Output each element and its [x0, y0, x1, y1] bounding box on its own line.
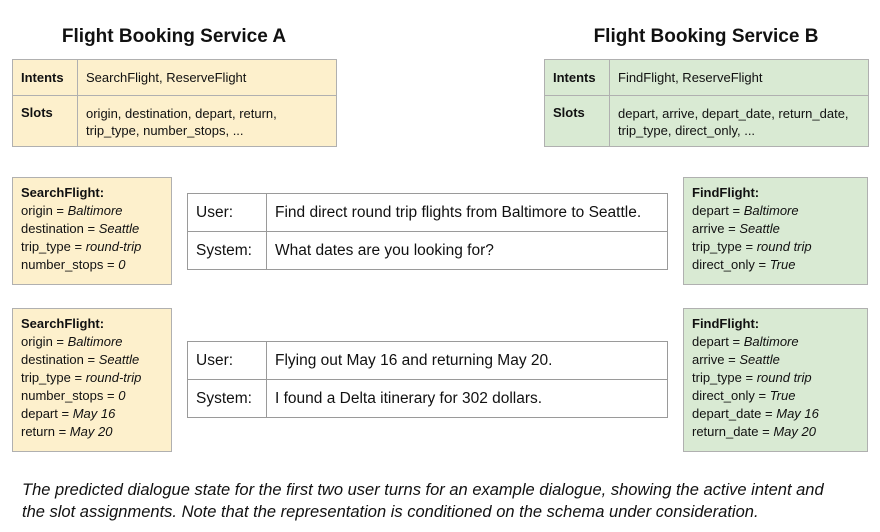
- state-a-turn-1: [12, 177, 172, 285]
- caption-line: The predicted dialogue state for the first two user turns for an example dialogue, showing the active intent and: [22, 481, 824, 499]
- dialogue-row: [188, 342, 668, 380]
- slot-row: number_stops = 0: [21, 388, 126, 403]
- service-a-schema-table: [12, 59, 337, 147]
- intents-label: Intents: [13, 60, 78, 96]
- slot-row: trip_type = round-trip: [21, 370, 142, 385]
- slots-label: Slots: [13, 96, 78, 147]
- slot-row: depart_date = May 16: [692, 406, 819, 421]
- slot-row: return = May 20: [21, 424, 113, 439]
- speaker-label: System:: [188, 380, 267, 418]
- slot-row: trip_type = round trip: [692, 239, 812, 254]
- slot-row: direct_only = True: [692, 388, 796, 403]
- state-intent: FindFlight:: [692, 316, 760, 331]
- slot-row: destination = Seattle: [21, 352, 140, 367]
- caption-line: the slot assignments. Note that the representation is conditioned on the schema under consideration.: [22, 503, 759, 521]
- state-b-turn-2: [683, 308, 868, 452]
- slots-label: Slots: [545, 96, 610, 147]
- slots-line: trip_type, direct_only, ...: [618, 123, 756, 138]
- utterance-text: What dates are you looking for?: [267, 232, 668, 270]
- slot-row: origin = Baltimore: [21, 203, 123, 218]
- service-b-schema-table: [544, 59, 869, 147]
- slots-value: [78, 96, 337, 147]
- slot-row: arrive = Seattle: [692, 221, 780, 236]
- dialogue-turn-1: [187, 193, 668, 270]
- utterance-text: Find direct round trip flights from Baltimore to Seattle.: [267, 194, 668, 232]
- intents-value: FindFlight, ReserveFlight: [610, 60, 869, 96]
- intents-label: Intents: [545, 60, 610, 96]
- slot-row: origin = Baltimore: [21, 334, 123, 349]
- state-intent: SearchFlight:: [21, 185, 105, 200]
- slot-row: direct_only = True: [692, 257, 796, 272]
- state-intent: FindFlight:: [692, 185, 760, 200]
- slots-value: [610, 96, 869, 147]
- slot-row: trip_type = round-trip: [21, 239, 142, 254]
- figure-caption: [22, 479, 872, 523]
- speaker-label: User:: [188, 194, 267, 232]
- slot-row: trip_type = round trip: [692, 370, 812, 385]
- slot-row: arrive = Seattle: [692, 352, 780, 367]
- slot-row: depart = Baltimore: [692, 334, 799, 349]
- service-b-title: Flight Booking Service B: [593, 26, 819, 47]
- intents-value: SearchFlight, ReserveFlight: [78, 60, 337, 96]
- speaker-label: System:: [188, 232, 267, 270]
- slot-row: number_stops = 0: [21, 257, 126, 272]
- slot-row: return_date = May 20: [692, 424, 816, 439]
- dialogue-row: [188, 194, 668, 232]
- slot-row: depart = May 16: [21, 406, 116, 421]
- slot-row: depart = Baltimore: [692, 203, 799, 218]
- dialogue-turn-2: [187, 341, 668, 418]
- utterance-text: Flying out May 16 and returning May 20.: [267, 342, 668, 380]
- slots-line: trip_type, number_stops, ...: [86, 123, 244, 138]
- utterance-text: I found a Delta itinerary for 302 dollars.: [267, 380, 668, 418]
- state-b-turn-1: [683, 177, 868, 285]
- state-intent: SearchFlight:: [21, 316, 105, 331]
- dialogue-row: [188, 380, 668, 418]
- service-a-title: Flight Booking Service A: [61, 26, 287, 47]
- speaker-label: User:: [188, 342, 267, 380]
- dialogue-row: [188, 232, 668, 270]
- state-a-turn-2: [12, 308, 172, 452]
- slots-line: depart, arrive, depart_date, return_date,: [618, 106, 849, 121]
- slots-line: origin, destination, depart, return,: [86, 106, 277, 121]
- slot-row: destination = Seattle: [21, 221, 140, 236]
